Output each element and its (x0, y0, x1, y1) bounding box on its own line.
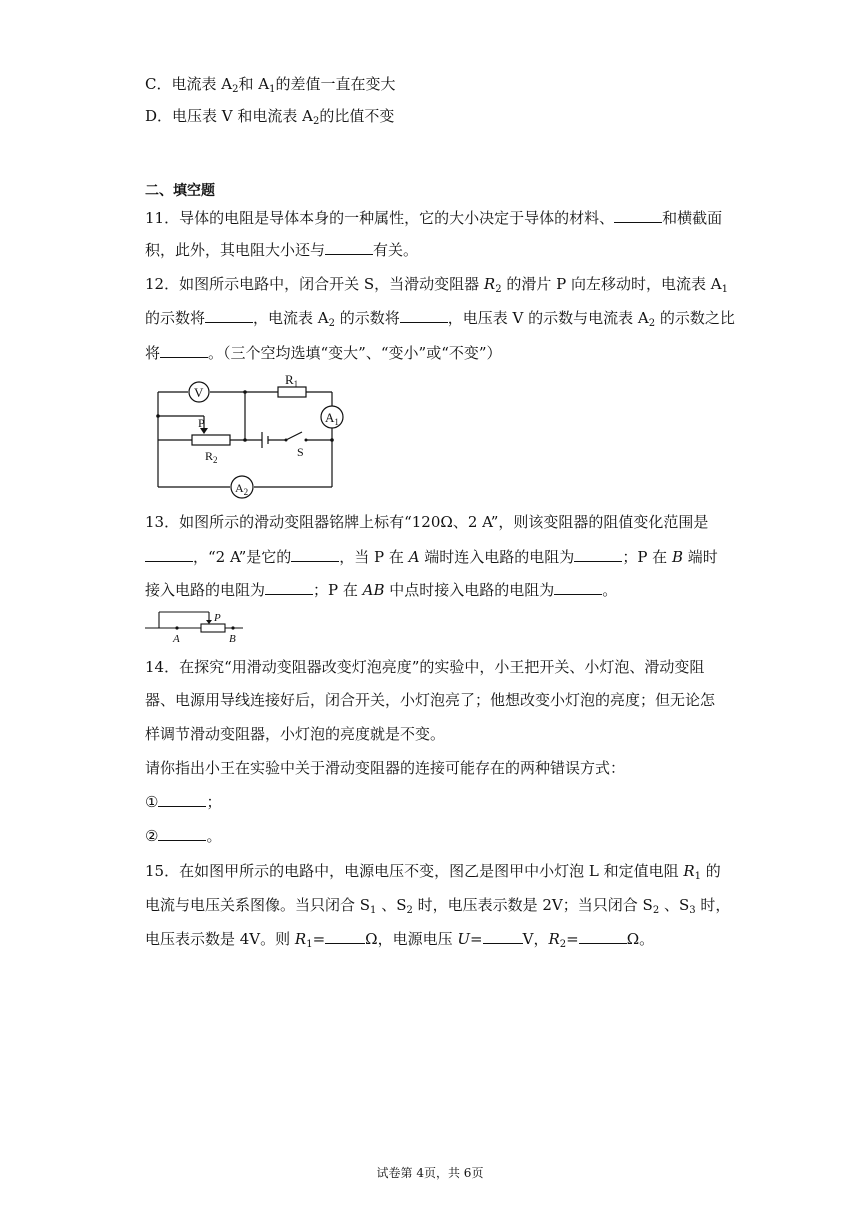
r2-letter: R (205, 449, 214, 463)
answer-blank[interactable] (325, 240, 373, 255)
var: R (548, 930, 560, 948)
option-c-text: C．电流表 A (145, 75, 233, 93)
rheostat-diagram-q13 (143, 606, 253, 646)
text: ① (145, 793, 159, 811)
sub: 2 (313, 116, 320, 127)
answer-blank[interactable] (158, 792, 206, 807)
var: A (408, 548, 420, 566)
sub: 1 (306, 939, 313, 950)
q12-line2 (145, 307, 735, 329)
text: ；P 在 (313, 581, 363, 599)
q14-item1 (145, 791, 221, 813)
q13-line3 (145, 579, 617, 601)
sub: 1 (370, 905, 377, 916)
text: 的示数将 (335, 309, 400, 327)
a2-letter: A (235, 481, 244, 495)
text: ；P 在 (622, 548, 672, 566)
text: V， (522, 930, 549, 948)
answer-blank[interactable] (554, 580, 602, 595)
q14-line1: 14．在探究“用滑动变阻器改变灯泡亮度”的实验中，小王把开关、小灯泡、滑动变阻 (145, 658, 705, 676)
text: 、S (659, 896, 690, 914)
var: U (457, 930, 471, 948)
r1-sub: 1 (293, 379, 299, 389)
sub: 2 (648, 318, 656, 329)
text: 端时连入电路的电阻为 (419, 548, 575, 566)
answer-blank[interactable] (160, 343, 208, 358)
r2-label (205, 449, 218, 465)
q12-line1 (145, 273, 728, 295)
var: R (683, 862, 695, 880)
sub: 2 (652, 905, 660, 916)
var: R (483, 275, 496, 293)
text: 的示数之比 (655, 309, 735, 327)
text: 中点时接入电路的电阻为 (384, 581, 555, 599)
text: 。 (602, 581, 618, 599)
q14-item2 (145, 825, 221, 847)
page-footer: 试卷第 4页，共 6页 (376, 1166, 484, 1180)
text: 有关。 (373, 241, 419, 259)
text: ，当 P 在 (339, 548, 409, 566)
sub: 1 (721, 284, 728, 295)
sub: 3 (689, 905, 696, 916)
text: = (566, 930, 579, 948)
answer-blank[interactable] (158, 826, 206, 841)
text: 。（三个空均选填“变大”、“变小”或“不变”） (208, 344, 502, 362)
text: 的 (701, 862, 721, 880)
answer-blank[interactable] (400, 308, 448, 323)
q13-line2 (145, 546, 718, 568)
answer-blank[interactable] (579, 929, 627, 944)
voltmeter-label: V (194, 385, 204, 400)
q14-line2: 器、电源用导线连接好后，闭合开关，小灯泡亮了；他想改变小灯泡的亮度；但无论怎 (145, 691, 716, 709)
option-c-suffix: 的差值一直在变大 (275, 75, 396, 93)
option-c (145, 73, 395, 95)
text: 15．在如图甲所示的电路中，电源电压不变，图乙是图甲中小灯泡 L 和定值电阻 (145, 862, 684, 880)
sub: 1 (269, 84, 276, 95)
slider-p-label: P (214, 612, 221, 624)
text: 的示数将 (145, 309, 206, 327)
text: 将 (145, 344, 161, 362)
a2-sub: 2 (243, 487, 249, 497)
var: AB (362, 581, 385, 599)
text: 12．如图所示电路中，闭合开关 S，当滑动变阻器 (145, 275, 484, 293)
section-title: 二、填空题 (145, 183, 215, 199)
text: 电流与电压关系图像。当只闭合 S (145, 896, 371, 914)
option-d-text: D．电压表 V 和电流表 A (145, 107, 313, 125)
sub: 1 (694, 871, 702, 882)
text: Ω，电源电压 (365, 930, 458, 948)
q11-line2 (145, 239, 418, 261)
a1-letter: A (325, 410, 335, 425)
answer-blank[interactable] (145, 547, 193, 562)
q12-line3 (145, 342, 502, 364)
text: Ω。 (626, 930, 655, 948)
text: 、S (376, 896, 407, 914)
option-d (145, 105, 394, 127)
q15-line1 (145, 860, 721, 882)
sub: 2 (232, 84, 239, 95)
switch-label: S (297, 445, 304, 459)
text: 时， (695, 896, 731, 914)
circuit-diagram-q12 (152, 372, 352, 502)
text: ，电流表 A (253, 309, 329, 327)
text: 时，电压表示数是 2V；当只闭合 S (412, 896, 653, 914)
text: 。 (206, 827, 222, 845)
r2-sub: 2 (213, 455, 218, 465)
text: ； (206, 793, 222, 811)
text: 电压表示数是 4V。则 (145, 930, 295, 948)
text: ② (145, 827, 159, 845)
text: = (470, 930, 483, 948)
q11-line1 (145, 207, 722, 229)
answer-blank[interactable] (325, 929, 365, 944)
text: 的滑片 P 向左移动时，电流表 A (501, 275, 722, 293)
q15-line3 (145, 928, 654, 950)
var: R (294, 930, 307, 948)
answer-blank[interactable] (483, 929, 523, 944)
text: ，“2 A”是它的 (193, 548, 292, 566)
q13-line1: 13．如图所示的滑动变阻器铭牌上标有“120Ω、2 A”，则该变阻器的阻值变化范围是 (145, 513, 709, 531)
q15-line2 (145, 894, 730, 916)
option-d-suffix: 的比值不变 (319, 107, 395, 125)
q14-line3: 样调节滑动变阻器，小灯泡的亮度就是不变。 (145, 725, 446, 743)
sub: 2 (559, 939, 567, 950)
r1-label (285, 372, 298, 389)
text: 和横截面 (662, 209, 723, 227)
var: B (671, 548, 683, 566)
option-c-mid: 和 A (238, 75, 270, 93)
sub: 2 (406, 905, 413, 916)
end-b-label: B (229, 633, 236, 645)
text: 接入电路的电阻为 (145, 581, 266, 599)
sub: 2 (328, 318, 335, 329)
a1-sub: 1 (334, 417, 339, 427)
answer-blank[interactable] (574, 547, 622, 562)
text: 11．导体的电阻是导体本身的一种属性，它的大小决定于导体的材料、 (145, 209, 615, 227)
text: ，电压表 V 的示数与电流表 A (447, 309, 649, 327)
text: 积，此外，其电阻大小还与 (145, 241, 326, 259)
slider-p-label: P (198, 416, 205, 430)
answer-blank[interactable] (265, 580, 313, 595)
text: = (312, 930, 326, 948)
answer-blank[interactable] (205, 308, 253, 323)
r1-letter: R (285, 372, 294, 387)
end-a-label: A (173, 633, 180, 645)
q14-line4: 请你指出小王在实验中关于滑动变阻器的连接可能存在的两种错误方式： (145, 759, 626, 777)
answer-blank[interactable] (291, 547, 339, 562)
answer-blank[interactable] (614, 208, 662, 223)
sub: 2 (495, 284, 502, 295)
text: 端时 (682, 548, 718, 566)
